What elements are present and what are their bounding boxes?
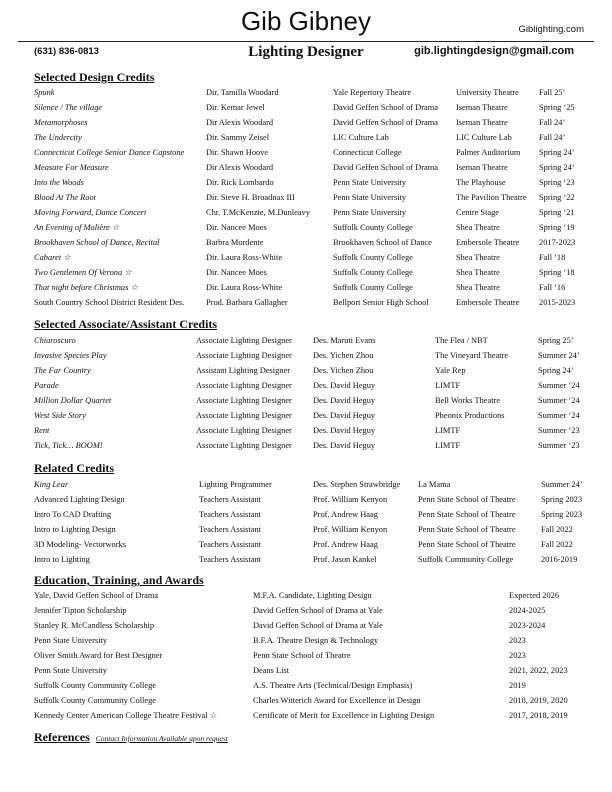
director: Dir. Sammy Zeisel bbox=[206, 133, 270, 142]
supervisor: Prof. William Kenyon bbox=[313, 525, 388, 534]
director: Dir Alexis Woodard bbox=[206, 118, 274, 127]
related-credit-row bbox=[34, 522, 594, 537]
show-title: Connecticut College Senior Dance Capstone bbox=[34, 148, 185, 157]
show-title: Two Gentlemen Of Verona ☆ bbox=[34, 268, 132, 277]
director: Dir. Nancee Moes bbox=[206, 268, 267, 277]
associate-credit-row bbox=[34, 348, 594, 363]
show-title: Brookhaven School of Dance, Recital bbox=[34, 238, 160, 247]
director: Dir. Laura Ross-White bbox=[206, 283, 283, 292]
venue: Embersole Theatre bbox=[456, 238, 520, 247]
date: 2015-2023 bbox=[539, 298, 576, 307]
show-title: Metamorphoses bbox=[34, 118, 88, 127]
education-row bbox=[34, 708, 594, 723]
related-credit-row bbox=[34, 552, 594, 567]
institution: Suffolk County Community College bbox=[34, 681, 156, 690]
website-link[interactable]: Giblighting.com bbox=[518, 24, 584, 35]
director: Prod. Barbara Gallagher bbox=[206, 298, 288, 307]
position: Lighting Programmer bbox=[199, 480, 272, 489]
venue: The Pavilion Theatre bbox=[456, 193, 527, 202]
position: Associate Lighting Designer bbox=[196, 426, 292, 435]
venue: Palmer Auditorium bbox=[456, 148, 521, 157]
year: Expected 2026 bbox=[509, 591, 560, 600]
venue: LIMTF bbox=[435, 441, 461, 450]
section-heading-education: Education, Training, and Awards bbox=[34, 573, 204, 587]
detail: David Geffen School of Drama at Yale bbox=[253, 621, 383, 630]
date: Summer ‘23 bbox=[538, 441, 580, 450]
show-title: Cabaret ☆ bbox=[34, 253, 71, 262]
date: Spring 24’ bbox=[538, 366, 574, 375]
section-heading-related-credits: Related Credits bbox=[34, 461, 115, 475]
position: Teachers Assistant bbox=[199, 555, 261, 564]
organization: Penn State University bbox=[333, 193, 407, 202]
venue: University Theatre bbox=[456, 88, 519, 97]
date: Spring 24’ bbox=[539, 163, 575, 172]
designer: Des. Yichen Zhou bbox=[313, 366, 374, 375]
position: Associate Lighting Designer bbox=[196, 441, 292, 450]
year: 2024-2025 bbox=[509, 606, 546, 615]
show-title: The Undercity bbox=[34, 133, 82, 142]
director: Dir. Shawn Hoove bbox=[206, 148, 269, 157]
name-heading: Gib Gibney bbox=[240, 6, 372, 36]
director: Dir. Kemar Jewel bbox=[206, 103, 265, 112]
date: Summer 24’ bbox=[538, 351, 580, 360]
detail: Charles Witterich Award for Excellence in Design bbox=[253, 696, 421, 705]
date: Summer ‘23 bbox=[538, 426, 580, 435]
organization: Penn State School of Theatre bbox=[418, 510, 516, 519]
venue: Bell Works Theatre bbox=[435, 396, 501, 405]
date: Summer ‘24 bbox=[538, 381, 580, 390]
date: Fall 24’ bbox=[539, 133, 566, 142]
date: Summer ‘24 bbox=[538, 396, 580, 405]
position: Associate Lighting Designer bbox=[196, 351, 292, 360]
education-row bbox=[34, 648, 594, 663]
venue: Iseman Theatre bbox=[456, 103, 508, 112]
organization: Penn State School of Theatre bbox=[418, 525, 516, 534]
position: Associate Lighting Designer bbox=[196, 411, 292, 420]
design-credit-row bbox=[34, 265, 594, 280]
date: Summer ‘24 bbox=[538, 411, 580, 420]
institution: Oliver Smith Award for Best Designer bbox=[34, 651, 163, 660]
date: Fall 24’ bbox=[539, 118, 566, 127]
venue: LIC Culture Lab bbox=[456, 133, 512, 142]
email-link[interactable]: gib.lightingdesign@gmail.com bbox=[414, 45, 574, 57]
date: Fall ‘18 bbox=[539, 253, 566, 262]
date: 2016-2019 bbox=[541, 555, 578, 564]
institution: Suffolk County Community College bbox=[34, 696, 156, 705]
design-credit-row bbox=[34, 295, 594, 310]
associate-credit-row bbox=[34, 438, 594, 453]
detail: Deans List bbox=[253, 666, 290, 675]
show-title: Silence / The village bbox=[34, 103, 103, 112]
designer: Des. David Heguy bbox=[313, 411, 376, 420]
show-title: Million Dollar Quartet bbox=[34, 396, 112, 405]
credit-title: Advanced Lighting Design bbox=[34, 495, 125, 504]
year: 2017, 2018, 2019 bbox=[509, 711, 568, 720]
related-credits-list bbox=[34, 477, 594, 567]
section-heading-associate-credits: Selected Associate/Assistant Credits bbox=[34, 317, 218, 331]
credit-title: Intro to Lighting Design bbox=[34, 525, 116, 534]
show-title: Blood At The Root bbox=[34, 193, 96, 202]
related-credit-row bbox=[34, 507, 594, 522]
director: Barbra Mordente bbox=[206, 238, 264, 247]
design-credit-row bbox=[34, 235, 594, 250]
show-title: South Country School District Resident Des. bbox=[34, 298, 185, 307]
education-row bbox=[34, 693, 594, 708]
education-row bbox=[34, 618, 594, 633]
detail: Certificate of Merit for Excellence in Lighting Design bbox=[253, 711, 435, 720]
organization: Suffolk County College bbox=[333, 253, 413, 262]
organization: Suffolk County College bbox=[333, 223, 413, 232]
organization: Penn State University bbox=[333, 178, 407, 187]
director: Dir. Nancee Moes bbox=[206, 223, 267, 232]
show-title: West Side Story bbox=[34, 411, 86, 420]
detail: A.S. Theatre Arts (Technical/Design Emphasis) bbox=[253, 681, 413, 690]
year: 2023-2024 bbox=[509, 621, 546, 630]
detail: David Geffen School of Drama at Yale bbox=[253, 606, 383, 615]
show-title: An Evening of Molière ☆ bbox=[34, 223, 120, 232]
design-credit-row bbox=[34, 130, 594, 145]
design-credit-row bbox=[34, 220, 594, 235]
section-heading-design-credits: Selected Design Credits bbox=[34, 70, 155, 84]
position: Teachers Assistant bbox=[199, 495, 261, 504]
director: Dir Alexis Woodard bbox=[206, 163, 274, 172]
date: Spring ‘18 bbox=[539, 268, 575, 277]
design-credits-list bbox=[34, 85, 594, 310]
design-credit-row bbox=[34, 115, 594, 130]
education-row bbox=[34, 588, 594, 603]
institution: Penn State University bbox=[34, 636, 108, 645]
education-row bbox=[34, 678, 594, 693]
position: Associate Lighting Designer bbox=[196, 336, 292, 345]
date: Fall 2022 bbox=[541, 540, 573, 549]
organization: David Geffen School of Drama bbox=[333, 163, 438, 172]
show-title: Rent bbox=[34, 426, 50, 435]
organization: Penn State School of Theatre bbox=[418, 540, 516, 549]
role-title: Lighting Designer bbox=[248, 44, 364, 60]
show-title: Chiaroscuro bbox=[34, 336, 76, 345]
associate-credit-row bbox=[34, 408, 594, 423]
organization: Connecticut College bbox=[333, 148, 402, 157]
year: 2021, 2022, 2023 bbox=[509, 666, 568, 675]
venue: Iseman Theatre bbox=[456, 118, 508, 127]
position: Teachers Assistant bbox=[199, 540, 261, 549]
associate-credit-row bbox=[34, 423, 594, 438]
associate-credit-row bbox=[34, 333, 594, 348]
venue: Iseman Theatre bbox=[456, 163, 508, 172]
institution: Stanley R. McCandless Scholarship bbox=[34, 621, 155, 630]
venue: The Flea / NBT bbox=[435, 336, 488, 345]
phone-number: (631) 836-0813 bbox=[34, 46, 99, 57]
design-credit-row bbox=[34, 250, 594, 265]
associate-credit-row bbox=[34, 378, 594, 393]
venue: Shea Theatre bbox=[456, 253, 500, 262]
date: Spring 24’ bbox=[539, 148, 575, 157]
related-credit-row bbox=[34, 537, 594, 552]
date: Fall ‘16 bbox=[539, 283, 566, 292]
organization: LIC Culture Lab bbox=[333, 133, 389, 142]
organization: Brookhaven School of Dance bbox=[333, 238, 432, 247]
design-credit-row bbox=[34, 160, 594, 175]
venue: Centre Stage bbox=[456, 208, 500, 217]
designer: Des. David Heguy bbox=[313, 381, 376, 390]
organization: David Geffen School of Drama bbox=[333, 118, 438, 127]
director: Dir. Laura Ross-White bbox=[206, 253, 283, 262]
venue: Embersole Theatre bbox=[456, 298, 520, 307]
references-note: Contact Information Available upon request bbox=[95, 734, 228, 743]
date: Spring ‘23 bbox=[539, 178, 575, 187]
venue: Shea Theatre bbox=[456, 283, 500, 292]
related-credit-row bbox=[34, 477, 594, 492]
year: 2023 bbox=[509, 651, 526, 660]
date: Spring ‘22 bbox=[539, 193, 575, 202]
director: Dir. Tamilla Woodard bbox=[206, 88, 279, 97]
date: Spring ‘25 bbox=[539, 103, 575, 112]
section-heading-references bbox=[34, 730, 228, 745]
venue: Yale Rep bbox=[435, 366, 466, 375]
date: Spring ‘19 bbox=[539, 223, 575, 232]
venue: Shea Theatre bbox=[456, 268, 500, 277]
institution: Kennedy Center American College Theatre Festival ☆ bbox=[34, 711, 218, 720]
date: Fall 25’ bbox=[539, 88, 566, 97]
organization: Suffolk County College bbox=[333, 268, 413, 277]
year: 2018, 2019, 2020 bbox=[509, 696, 568, 705]
date: Spring 2023 bbox=[541, 495, 583, 504]
education-row bbox=[34, 603, 594, 618]
director: Chr. T.McKenzie, M.Dunleavy bbox=[206, 208, 310, 217]
venue: Pheonix Productions bbox=[435, 411, 505, 420]
show-title: Into the Woods bbox=[34, 178, 84, 187]
organization: Penn State School of Theatre bbox=[418, 495, 516, 504]
supervisor: Prof. Andrew Haag bbox=[313, 510, 378, 519]
organization: Bellport Senior High School bbox=[333, 298, 429, 307]
show-title: Measure For Measure bbox=[34, 163, 109, 172]
credit-title: Intro To CAD Drafting bbox=[34, 510, 112, 519]
detail: Penn State School of Theatre bbox=[253, 651, 351, 660]
organization: Yale Repertory Theatre bbox=[333, 88, 412, 97]
designer: Des. David Heguy bbox=[313, 441, 376, 450]
show-title: Invasive Species Play bbox=[34, 351, 107, 360]
institution: Yale, David Geffen School of Drama bbox=[34, 591, 159, 600]
venue: LIMTF bbox=[435, 426, 461, 435]
show-title: That night before Christmas ☆ bbox=[34, 283, 138, 292]
year: 2019 bbox=[509, 681, 526, 690]
design-credit-row bbox=[34, 280, 594, 295]
supervisor: Prof. Jason Kankel bbox=[313, 555, 377, 564]
position: Teachers Assistant bbox=[199, 525, 261, 534]
organization: Penn State University bbox=[333, 208, 407, 217]
date: Summer 24’ bbox=[541, 480, 583, 489]
date: Spring ‘21 bbox=[539, 208, 575, 217]
organization: Suffolk County College bbox=[333, 283, 413, 292]
director: Dir. Rick Lombardo bbox=[206, 178, 274, 187]
design-credit-row bbox=[34, 145, 594, 160]
design-credit-row bbox=[34, 175, 594, 190]
associate-credit-row bbox=[34, 363, 594, 378]
show-title: Tick, Tick… BOOM! bbox=[34, 441, 103, 450]
venue: The Vineyard Theatre bbox=[435, 351, 509, 360]
year: 2023 bbox=[509, 636, 526, 645]
related-credit-row bbox=[34, 492, 594, 507]
position: Associate Lighting Designer bbox=[196, 396, 292, 405]
venue: The Playhouse bbox=[456, 178, 506, 187]
header-divider bbox=[18, 41, 594, 42]
institution: Penn State University bbox=[34, 666, 108, 675]
credit-title: 3D Modeling- Vectorworks bbox=[34, 540, 126, 549]
institution: Jennifer Tipton Scholarship bbox=[34, 606, 127, 615]
date: Spring 25’ bbox=[538, 336, 574, 345]
position: Associate Lighting Designer bbox=[196, 381, 292, 390]
design-credit-row bbox=[34, 85, 594, 100]
design-credit-row bbox=[34, 205, 594, 220]
detail: B.F.A. Theatre Design & Technology bbox=[253, 636, 379, 645]
show-title: The Far Country bbox=[34, 366, 91, 375]
credit-title: King Lear bbox=[34, 480, 69, 489]
supervisor: Des. Stephen Strawbridge bbox=[313, 480, 401, 489]
date: Fall 2022 bbox=[541, 525, 573, 534]
design-credit-row bbox=[34, 190, 594, 205]
credit-title: Intro to Lighting bbox=[34, 555, 90, 564]
organization: David Geffen School of Drama bbox=[333, 103, 438, 112]
supervisor: Prof. Andrew Haag bbox=[313, 540, 378, 549]
venue: Shea Theatre bbox=[456, 223, 500, 232]
position: Assistant Lighting Designer bbox=[196, 366, 290, 375]
show-title: Spunk bbox=[34, 88, 55, 97]
position: Teachers Assistant bbox=[199, 510, 261, 519]
date: Spring 2023 bbox=[541, 510, 583, 519]
education-row bbox=[34, 633, 594, 648]
designer: Des. David Heguy bbox=[313, 396, 376, 405]
show-title: Parade bbox=[34, 381, 59, 390]
designer: Des. David Heguy bbox=[313, 426, 376, 435]
supervisor: Prof. William Kenyon bbox=[313, 495, 388, 504]
design-credit-row bbox=[34, 100, 594, 115]
designer: Des. Yichen Zhou bbox=[313, 351, 374, 360]
venue: LIMTF bbox=[435, 381, 461, 390]
director: Dir. Steve H. Broadnax III bbox=[206, 193, 295, 202]
references-heading-text: References bbox=[34, 730, 90, 744]
detail: M.F.A. Candidate, Lighting Design bbox=[253, 591, 372, 600]
designer: Des. Maruti Evans bbox=[313, 336, 376, 345]
organization: La Mama bbox=[418, 480, 451, 489]
show-title: Moving Forward, Dance Concert bbox=[34, 208, 147, 217]
date: 2017-2023 bbox=[539, 238, 576, 247]
organization: Suffolk Community College bbox=[418, 555, 514, 564]
education-list bbox=[34, 588, 594, 723]
education-row bbox=[34, 663, 594, 678]
associate-credits-list bbox=[34, 333, 594, 453]
associate-credit-row bbox=[34, 393, 594, 408]
